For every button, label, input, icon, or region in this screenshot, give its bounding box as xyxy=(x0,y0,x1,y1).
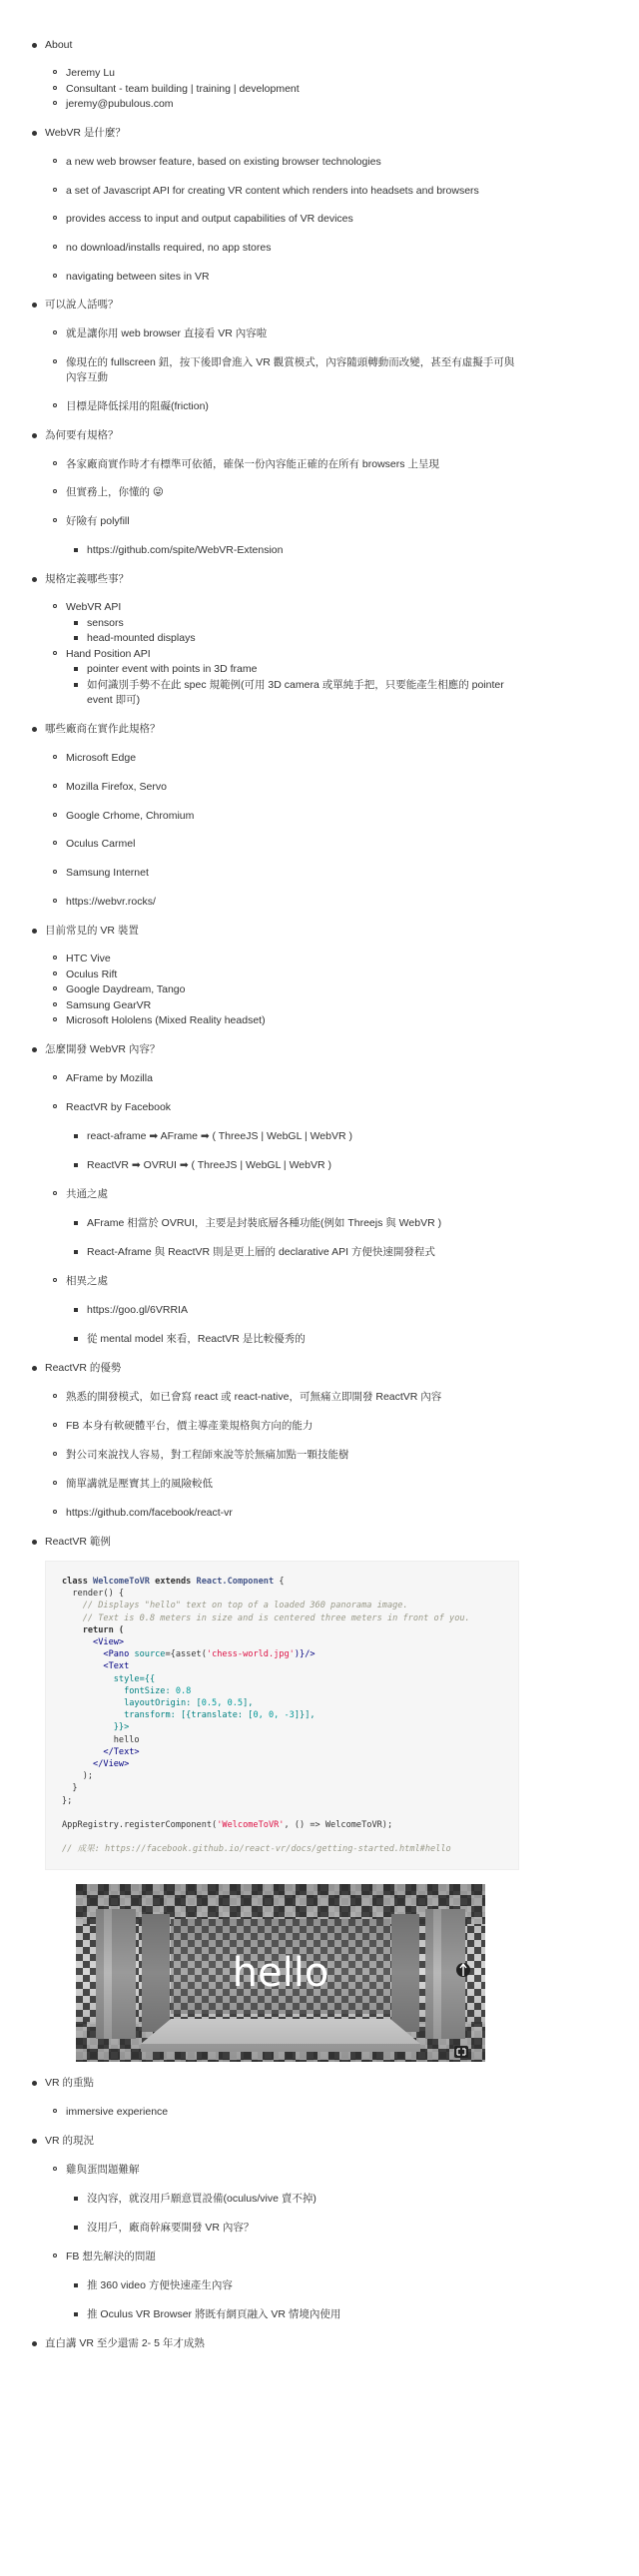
bullet xyxy=(53,1191,57,1195)
bullet xyxy=(53,1104,57,1108)
list-item: Google Daydream, Tango xyxy=(66,983,186,995)
bullet xyxy=(74,683,78,687)
bullet xyxy=(53,1278,57,1282)
bullet xyxy=(53,330,57,334)
list-item: no download/installs required, no app stores xyxy=(66,242,272,254)
bullet xyxy=(53,651,57,655)
list-item: AFrame by Mozilla xyxy=(66,1072,153,1084)
bullet xyxy=(32,433,37,438)
section-develop: 怎麼開發 WebVR 內容？ xyxy=(45,1043,161,1055)
list-item: 推 Oculus VR Browser 將既有網頁融入 VR 情境內使用 xyxy=(87,2308,341,2320)
polyfill-link[interactable]: https://github.com/spite/WebVR-Extension xyxy=(87,544,284,556)
bullet xyxy=(53,159,57,163)
bullet xyxy=(53,971,57,975)
list-item: 簡單講就是壓寶其上的風險較低 xyxy=(66,1478,213,1490)
list-item: Oculus Carmel xyxy=(66,838,136,850)
list-item: AFrame 相當於 OVRUI，主要是封裝底層各種功能(例如 Threejs 與 WebVR ) xyxy=(87,1217,442,1229)
code-token: layoutOrigin: [ xyxy=(62,1698,202,1709)
bullet xyxy=(53,2254,57,2257)
list-item: a set of Javascript API for creating VR content which renders into headsets and browsers xyxy=(66,185,479,197)
list-item: ReactVR ➡ OVRUI ➡ ( ThreeJS | WebGL | WebVR ) xyxy=(87,1159,331,1171)
code-token: 0.8 xyxy=(175,1685,192,1696)
code-line: ); xyxy=(62,1771,94,1782)
code-comment: // Displays "hello" text on top of a loaded 360 panorama image. xyxy=(62,1601,408,1611)
code-line: </Text> xyxy=(62,1746,140,1757)
list-item: 熟悉的開發模式，如已會寫 react 或 react-native，可無痛立即開發 ReactVR 內容 xyxy=(66,1391,442,1403)
bullet xyxy=(53,1423,57,1427)
bullet xyxy=(74,1337,78,1341)
list-item: Microsoft Hololens (Mixed Reality headset) xyxy=(66,1014,266,1026)
code-token: ]}], xyxy=(294,1710,316,1721)
bullet xyxy=(53,784,57,788)
list-item: a new web browser feature, based on existing browser technologies xyxy=(66,156,381,168)
list-item: Mozilla Firefox, Servo xyxy=(66,781,167,793)
list-item: pointer event with points in 3D frame xyxy=(87,663,258,675)
list-item: sensors xyxy=(87,617,124,629)
list-item: 雞與蛋問題難解 xyxy=(66,2164,140,2176)
bullet xyxy=(53,604,57,608)
bullet xyxy=(53,870,57,874)
bullet xyxy=(74,1308,78,1312)
bullet xyxy=(74,2226,78,2230)
code-token: source xyxy=(134,1649,166,1660)
code-comment: // 成果: https://facebook.github.io/react-vr/docs/getting-started.html#hello xyxy=(62,1844,451,1855)
bullet xyxy=(53,841,57,845)
bullet xyxy=(74,2197,78,2201)
list-item: 沒內容，就沒用戶願意買設備(oculus/vive 賣不掉) xyxy=(87,2193,317,2205)
bullet xyxy=(53,1394,57,1398)
bullet xyxy=(32,43,37,48)
code-line: </View> xyxy=(62,1759,130,1770)
code-token: fontSize: xyxy=(62,1685,176,1696)
about-email[interactable]: jeremy@pubulous.com xyxy=(66,98,174,110)
code-line: render() { xyxy=(62,1589,125,1600)
bullet xyxy=(53,101,57,105)
bullet xyxy=(74,1250,78,1254)
bullet xyxy=(53,986,57,990)
list-item: immersive experience xyxy=(66,2106,169,2118)
bullet xyxy=(53,956,57,960)
section-example: ReactVR 範例 xyxy=(45,1536,111,1548)
code-token: 'chess-world.jpg' xyxy=(206,1649,295,1660)
list-item: navigating between sites in VR xyxy=(66,271,210,283)
bullet xyxy=(53,86,57,90)
list-item: WebVR API xyxy=(66,601,122,613)
section-explain: 可以說人話嗎？ xyxy=(45,299,119,311)
bullet xyxy=(74,1134,78,1138)
list-item: 就是讓你用 web browser 直接看 VR 內容啦 xyxy=(66,327,268,339)
bullet xyxy=(74,1163,78,1167)
bullet xyxy=(53,489,57,493)
code-token: React.Component xyxy=(196,1577,275,1587)
code-line: hello xyxy=(62,1734,140,1745)
list-item: Samsung GearVR xyxy=(66,999,152,1011)
list-item: Microsoft Edge xyxy=(66,752,137,764)
bullet xyxy=(74,2312,78,2316)
scene-hello-text: hello xyxy=(232,1950,329,1996)
code-line: }; xyxy=(62,1795,73,1806)
bullet xyxy=(53,188,57,192)
code-token: extends xyxy=(149,1577,197,1587)
list-item: 各家廠商實作時才有標準可依循，確保一份內容能正確的在所有 browsers 上呈現 xyxy=(66,458,439,470)
code-comment: // Text is 0.8 meters in size and is centered three meters in front of you. xyxy=(62,1612,470,1623)
bullet xyxy=(53,1017,57,1021)
section-vr-status: VR 的現況 xyxy=(45,2135,95,2147)
bullet xyxy=(74,621,78,625)
vr-scene-preview[interactable] xyxy=(76,1884,485,2062)
bullet xyxy=(32,2139,37,2144)
bullet xyxy=(53,1510,57,1514)
list-item: 像現在的 fullscreen 鈕，按下後即會進入 VR 觀賞模式，內容隨頭轉動而改變，甚至有虛擬手可與 xyxy=(66,356,515,368)
list-item: Oculus Rift xyxy=(66,968,118,980)
code-token: 0.5, 0.5 xyxy=(201,1698,244,1709)
section-why-spec: 為何要有規格？ xyxy=(45,429,119,441)
bullet xyxy=(32,929,37,934)
list-item: provides access to input and output capabilities of VR devices xyxy=(66,213,353,225)
bullet xyxy=(53,274,57,278)
bullet xyxy=(53,755,57,759)
bullet xyxy=(74,1221,78,1225)
list-item: Samsung Internet xyxy=(66,867,149,879)
code-block xyxy=(45,1561,519,1870)
list-item: Hand Position API xyxy=(66,648,151,660)
code-token: )}/> xyxy=(294,1649,316,1660)
list-item: 共通之處 xyxy=(66,1188,108,1200)
goo-gl-link[interactable]: https://goo.gl/6VRRIA xyxy=(87,1304,188,1316)
code-token: WelcomeToVR xyxy=(93,1577,150,1587)
list-item: 推 360 video 方便快速產生內容 xyxy=(87,2279,233,2291)
code-line: <Text xyxy=(62,1661,130,1672)
bullet xyxy=(32,303,37,308)
list-item-continued: 內容互動 xyxy=(66,371,108,383)
bullet xyxy=(74,667,78,671)
fullscreen-icon[interactable] xyxy=(454,2046,468,2058)
list-item: head-mounted displays xyxy=(87,632,196,644)
code-token: { xyxy=(274,1577,285,1587)
code-token: transform: [{translate: [ xyxy=(62,1710,254,1721)
list-item: 對公司來說找人容易，對工程師來說等於無痛加點一顆技能樹 xyxy=(66,1449,349,1461)
bullet xyxy=(53,359,57,363)
code-line: } xyxy=(62,1783,78,1794)
list-item: FB 本身有軟硬體平台，價主導產業規格與方向的能力 xyxy=(66,1420,314,1432)
code-token: ], xyxy=(243,1698,254,1709)
code-token: <Pano xyxy=(62,1649,135,1660)
section-spec: 規格定義哪些事？ xyxy=(45,573,129,585)
list-item: 如何識別手勢不在此 spec 規範例(可用 3D camera 或單純手把，只要能產生相應的 pointer xyxy=(87,679,504,691)
section-devices: 目前常見的 VR 裝置 xyxy=(45,925,139,937)
list-item: 但實務上，你懂的 😜 xyxy=(66,486,164,498)
list-item-continued: event 即可) xyxy=(87,694,141,706)
about-title: Consultant - team building | training | development xyxy=(66,83,300,95)
code-line: style={{ xyxy=(62,1673,156,1684)
bullet xyxy=(53,518,57,522)
bullet xyxy=(53,1002,57,1006)
bullet xyxy=(74,2283,78,2287)
list-item: 從 mental model 來看，ReactVR 是比較優秀的 xyxy=(87,1333,306,1345)
about-name: Jeremy Lu xyxy=(66,67,116,79)
bullet xyxy=(74,548,78,552)
bullet xyxy=(53,2167,57,2171)
bullet xyxy=(32,1047,37,1052)
bullet xyxy=(53,813,57,817)
code-token: AppRegistry.registerComponent( xyxy=(62,1820,218,1831)
bullet xyxy=(32,2341,37,2346)
section-vendors: 哪些廠商在實作此規格？ xyxy=(45,723,161,735)
code-token: , () => WelcomeToVR); xyxy=(284,1820,393,1831)
bullet xyxy=(53,216,57,220)
code-token: ={asset( xyxy=(165,1649,207,1660)
section-vr-focus: VR 的重點 xyxy=(45,2077,95,2089)
list-item: 相異之處 xyxy=(66,1275,108,1287)
code-token: 'WelcomeToVR' xyxy=(217,1820,285,1831)
bullet xyxy=(53,2109,57,2113)
bullet xyxy=(53,899,57,903)
bullet xyxy=(53,70,57,74)
bullet xyxy=(32,727,37,732)
bullet xyxy=(32,2081,37,2086)
bullet xyxy=(53,1481,57,1485)
list-item: 目標是降低採用的阻礙(friction) xyxy=(66,400,209,412)
bullet xyxy=(32,1540,37,1545)
list-item: FB 想先解決的問題 xyxy=(66,2251,156,2262)
section-webvr: WebVR 是什麼？ xyxy=(45,127,126,139)
code-line: return ( xyxy=(62,1624,125,1635)
bullet xyxy=(32,577,37,582)
section-advantages: ReactVR 的優勢 xyxy=(45,1362,122,1374)
bullet xyxy=(53,461,57,465)
bullet xyxy=(53,245,57,249)
bullet xyxy=(53,1075,57,1079)
section-about: About xyxy=(45,39,73,51)
list-item: HTC Vive xyxy=(66,953,111,965)
list-item: 沒用戶，廠商幹麻要開發 VR 內容？ xyxy=(87,2222,255,2234)
section-maturity: 直白講 VR 至少還需 2- 5 年才成熟 xyxy=(45,2337,205,2349)
code-line: }}> xyxy=(62,1722,130,1733)
bullet xyxy=(32,1366,37,1371)
list-item: Google Crhome, Chromium xyxy=(66,810,195,822)
bullet xyxy=(32,131,37,136)
list-item: 好險有 polyfill xyxy=(66,515,130,527)
list-item: ReactVR by Facebook xyxy=(66,1101,172,1113)
bullet xyxy=(74,636,78,640)
react-vr-repo-link[interactable]: https://github.com/facebook/react-vr xyxy=(66,1507,233,1519)
code-token: 0, 0, -3 xyxy=(253,1710,295,1721)
webvr-rocks-link[interactable]: https://webvr.rocks/ xyxy=(66,896,156,908)
bullet xyxy=(53,1452,57,1456)
list-item: React-Aframe 與 ReactVR 則是更上層的 declarative API 方便快速開發程式 xyxy=(87,1246,435,1258)
bullet xyxy=(53,403,57,407)
code-line: <View> xyxy=(62,1637,125,1648)
code-token: class xyxy=(62,1577,94,1587)
list-item: react-aframe ➡ AFrame ➡ ( ThreeJS | WebGL | WebVR ) xyxy=(87,1130,352,1142)
